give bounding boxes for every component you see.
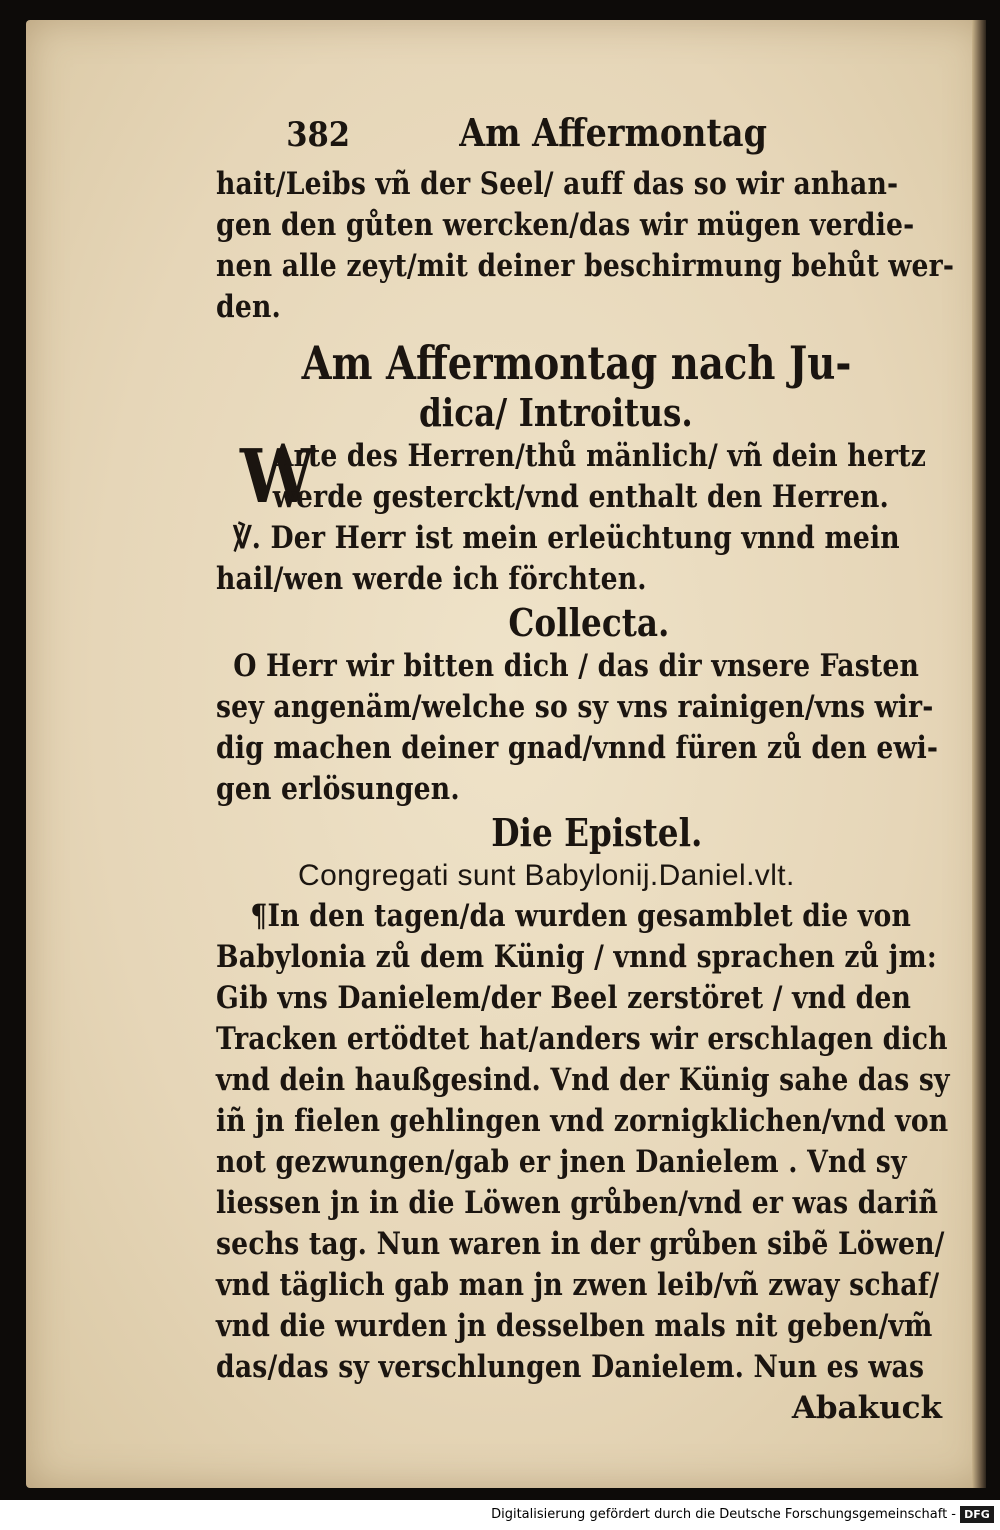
epistel-heading: Die Epistel. xyxy=(491,810,703,855)
drop-cap-initial: W xyxy=(240,434,315,520)
text-line: Arte des Herren/thů mänlich/ vñ dein hertz xyxy=(272,438,927,474)
verse-line: ℣. Der Herr ist mein erleüchtung vnnd mein xyxy=(233,520,900,556)
introitus-block xyxy=(216,436,966,600)
section-title: Am Affermontag nach Ju- xyxy=(301,336,852,390)
text-line: nen alle zeyt/mit deiner beschirmung behůt wer- xyxy=(216,248,955,284)
text-line: den. xyxy=(216,289,281,325)
text-line: vnd täglich gab man jn zwen leib/vñ zway schaf/ xyxy=(216,1267,940,1303)
text-line: gen erlösungen. xyxy=(216,771,460,807)
verse-line: hail/wen werde ich förchten. xyxy=(216,561,647,597)
text-line: werde gesterckt/vnd enthalt den Herren. xyxy=(272,479,889,515)
footer-bar xyxy=(0,1500,1000,1530)
text-line: iñ jn fielen gehlingen vnd zornigklichen/vnd von xyxy=(216,1103,949,1139)
epistel-block xyxy=(216,896,966,1388)
collecta-heading: Collecta. xyxy=(508,600,670,645)
dfg-logo: DFG xyxy=(960,1506,994,1523)
book-page xyxy=(26,20,986,1488)
intro-block xyxy=(216,164,966,328)
text-line: sechs tag. Nun waren in der grůben sibẽ Löwen/ xyxy=(216,1226,945,1262)
text-line: not gezwungen/gab er jnen Danielem . Vnd sy xyxy=(216,1144,907,1180)
latin-reference: Congregati sunt Babylonij.Daniel.vlt. xyxy=(298,859,795,892)
catchword: Abakuck xyxy=(791,1390,942,1426)
text-line: sey angenäm/welche so sy vns rainigen/vns wir- xyxy=(216,689,934,725)
page-number: 382 xyxy=(286,115,351,155)
text-line: gen den gůten wercken/das wir mügen verdie- xyxy=(216,207,915,243)
text-line: O Herr wir bitten dich / das dir vnsere Fasten xyxy=(233,648,920,684)
page-header xyxy=(216,110,966,164)
text-line: Gib vns Danielem/der Beel zerstöret / vnd den xyxy=(216,980,912,1016)
text-line: das/das sy verschlungen Danielem. Nun es was xyxy=(216,1349,925,1385)
text-line: Babylonia zů dem Künig / vnnd sprachen zů jm: xyxy=(216,939,937,975)
text-line: dig machen deiner gnad/vnnd füren zů den ewi- xyxy=(216,730,939,766)
running-title: Am Affermontag xyxy=(459,110,767,155)
text-line: vnd die wurden jn desselben mals nit geben/vm̃ xyxy=(216,1308,933,1344)
page-text xyxy=(216,110,966,1428)
section-title-continued: dica/ Introitus. xyxy=(418,390,693,435)
text-line: hait/Leibs vñ der Seel/ auff das so wir anhan- xyxy=(216,166,899,202)
text-line: ¶In den tagen/da wurden gesamblet die von xyxy=(250,898,912,934)
text-line: liessen jn in die Löwen grůben/vnd er was dariñ xyxy=(216,1185,939,1221)
text-line: Tracken ertödtet hat/anders wir erschlagen dich xyxy=(216,1021,948,1057)
funding-credit: Digitalisierung gefördert durch die Deutsche Forschungsgemeinschaft - xyxy=(491,1507,956,1522)
collecta-block xyxy=(216,646,966,810)
book-spine xyxy=(972,20,986,1488)
text-line: vnd dein haußgesind. Vnd der Künig sahe das sy xyxy=(216,1062,950,1098)
